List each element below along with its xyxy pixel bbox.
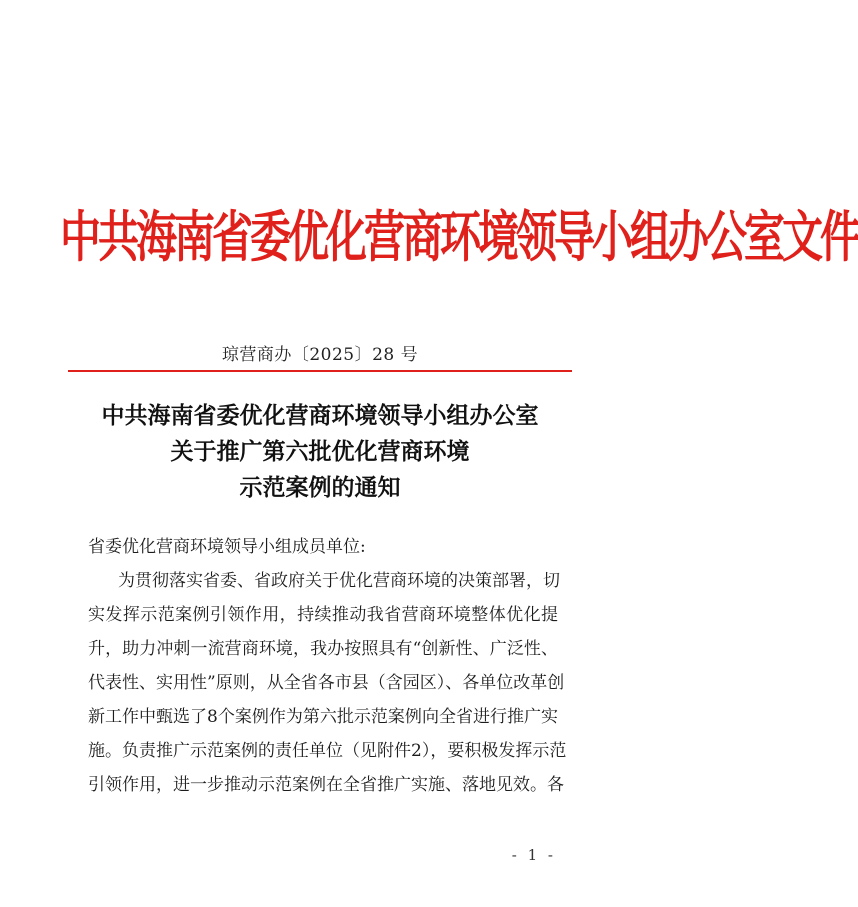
body-line: 引领作用，进一步推动示范案例在全省推广实施、落地见效。各 — [88, 775, 564, 795]
document-masthead: 中共海南省委优化营商环境领导小组办公室文件 — [60, 204, 858, 270]
salutation: 省委优化营商环境领导小组成员单位: — [88, 537, 366, 557]
body-line: 施。负责推广示范案例的责任单位（见附件2），要积极发挥示范 — [88, 741, 567, 761]
body-line: 实发挥示范案例引领作用，持续推动我省营商环境整体优化提 — [88, 605, 558, 625]
body-line: 升，助力冲刺一流营商环境，我办按照具有“创新性、广泛性、 — [88, 639, 558, 659]
body-line: 代表性、实用性”原则，从全省各市县（含园区）、各单位改革创 — [88, 673, 565, 693]
body-line: 为贯彻落实省委、省政府关于优化营商环境的决策部署，切 — [118, 571, 560, 591]
document-number: 琼营商办〔2025〕28 号 — [221, 345, 419, 365]
title-line-2: 关于推广第六批优化营商环境 — [170, 438, 470, 465]
title-line-1: 中共海南省委优化营商环境领导小组办公室 — [101, 402, 539, 429]
notice-title — [60, 398, 580, 506]
body-line: 新工作中甄选了8个案例作为第六批示范案例向全省进行推广实 — [88, 707, 558, 727]
red-divider-line — [68, 370, 572, 372]
page-number: - 1 - — [511, 846, 556, 864]
title-line-3: 示范案例的通知 — [239, 474, 401, 501]
notice-body — [88, 530, 567, 802]
